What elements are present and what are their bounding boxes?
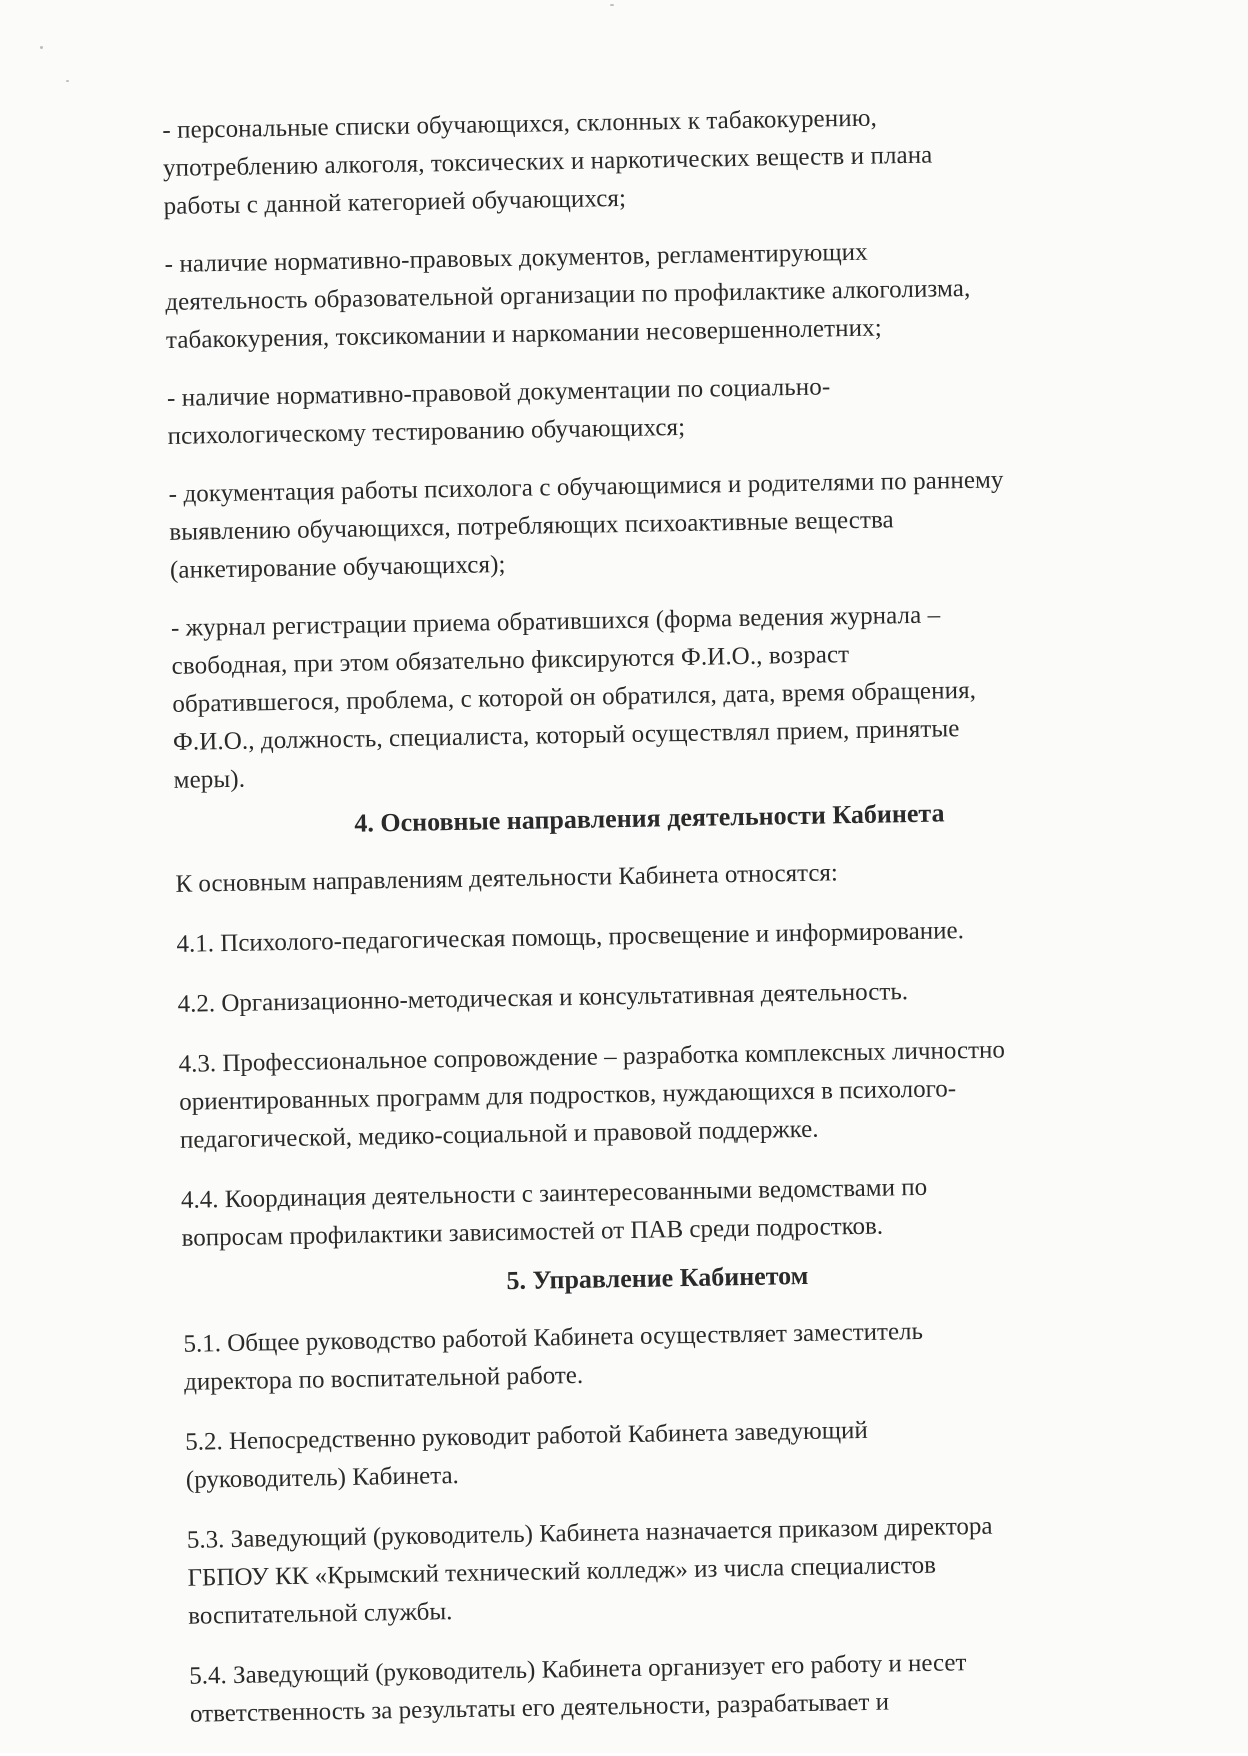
text-line: 4.4. Координация деятельности с заинтересованными ведомствами по — [180, 1173, 928, 1214]
text-line: - персональные списки обучающихся, склонных к табакокурению, — [162, 104, 878, 144]
text-line: ориентированных программ для подростков, нуждающихся в психолого- — [179, 1075, 957, 1116]
text-line: ответственность за результаты его деятельности, разрабатывает и — [189, 1688, 890, 1728]
section-5-item — [185, 1407, 1176, 1500]
bullet-item — [164, 229, 1156, 360]
text-line: выявлению обучающихся, потребляющих психоактивные вещества — [169, 506, 894, 546]
section-5-item — [187, 1505, 1179, 1636]
text-line: 4.2. Организационно-методическая и консультативная деятельность. — [177, 978, 909, 1018]
text-line: 5.4. Заведующий (руководитель) Кабинета организует его работу и несет — [189, 1649, 967, 1690]
text-line: педагогической, медико-социальной и правовой поддержке. — [179, 1115, 819, 1154]
text-line: - журнал регистрации приема обратившихся (форма ведения журнала – — [170, 601, 941, 642]
scan-speck — [40, 46, 43, 49]
text-line: воспитательной службы. — [188, 1598, 453, 1630]
text-line: вопросам профилактики зависимостей от ПАВ среди подростков. — [181, 1212, 884, 1252]
text-line: 5.2. Непосредственно руководит работой Кабинета заведующий — [184, 1416, 868, 1456]
bullet-item — [167, 363, 1158, 456]
text-line: употреблению алкоголя, токсических и наркотических веществ и плана — [162, 141, 933, 182]
bullet-item — [168, 459, 1160, 590]
text-line: - наличие нормативно-правовой документации по социально- — [166, 373, 831, 412]
text-line: (руководитель) Кабинета. — [185, 1462, 460, 1494]
section-4-item — [176, 909, 1167, 964]
text-line: табакокурения, токсикомании и наркомании несовершеннолетних; — [165, 314, 882, 354]
text-line: Ф.И.О., должность, специалиста, который осуществлял прием, принятые — [172, 715, 960, 756]
section-5-item — [183, 1309, 1174, 1402]
section-4-item — [181, 1165, 1172, 1258]
text-line: обратившегося, проблема, с которой он обратился, дата, время обращения, — [172, 676, 977, 718]
text-line: работы с данной категорией обучающихся; — [163, 184, 627, 220]
scan-speck — [66, 80, 69, 82]
document-body — [162, 95, 1181, 1756]
section-4-item — [177, 969, 1168, 1024]
text-line: 5.1. Общее руководство работой Кабинета осуществляет заместитель — [183, 1317, 924, 1358]
text-line: меры). — [173, 765, 246, 794]
section-5-heading: 5. Управление Кабинетом — [506, 1260, 809, 1296]
scan-speck — [610, 4, 614, 6]
section-4-item — [178, 1029, 1170, 1160]
text-line: психологическому тестированию обучающихся; — [167, 413, 686, 450]
section-4-intro: К основным направлениям деятельности Кабинета относятся: — [175, 859, 839, 898]
text-line: (анкетирование обучающихся); — [169, 551, 506, 584]
text-line: - документация работы психолога с обучающимися и родителями по раннему — [168, 466, 1004, 508]
section-4-heading: 4. Основные направления деятельности Кабинета — [354, 798, 945, 838]
text-line: директора по воспитательной работе. — [183, 1361, 584, 1396]
text-line: ГБПОУ КК «Крымский технический колледж» из числа специалистов — [187, 1551, 937, 1592]
text-line: 4.3. Профессиональное сопровождение – разработка комплексных личностно — [178, 1036, 1006, 1078]
section-5-item — [189, 1640, 1180, 1733]
text-line: 4.1. Психолого-педагогическая помощь, просвещение и информирование. — [176, 917, 965, 958]
text-line: - наличие нормативно-правовых документов, регламентирующих — [164, 238, 868, 278]
bullet-item — [162, 95, 1154, 226]
text-line: 5.3. Заведующий (руководитель) Кабинета назначается приказом директора — [186, 1512, 993, 1554]
bullet-item — [171, 593, 1164, 800]
text-line: деятельность образовательной организации по профилактике алкоголизма, — [165, 274, 971, 316]
text-line: свободная, при этом обязательно фиксируются Ф.И.О., возраст — [171, 641, 850, 680]
